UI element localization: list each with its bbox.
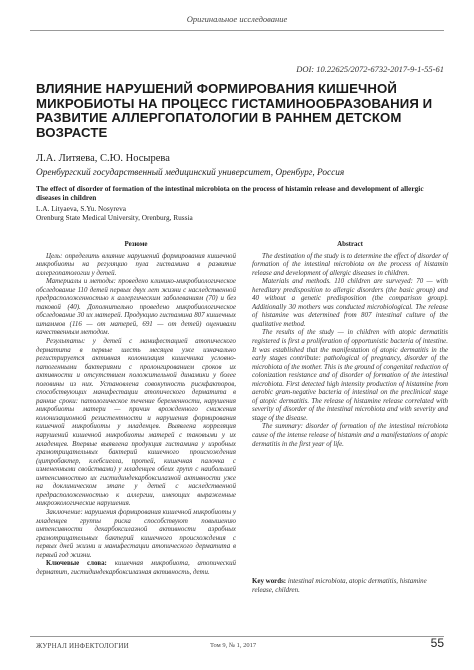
- article-title-en: The effect of disorder of formation of the intestinal microbiota on the process of histamin release and development of allergic diseases in children: [36, 184, 424, 203]
- keywords-ru: [36, 559, 236, 576]
- affiliation-en: Orenburg State Medical University, Orenburg, Russia: [36, 213, 193, 222]
- abstract-en-heading: Abstract: [337, 240, 363, 248]
- authors-ru: Л.А. Литяева, С.Ю. Носырева: [36, 153, 170, 164]
- abstract-en-paragraph: The destination of the study is to determine the effect of disorder of formation of the intestinal microbiota on the process of histamin release and development of allergic diseases in children.: [252, 251, 448, 277]
- abstract-en-paragraph: The results of the study — in children with atopic dermatitis registered is first a proliferation of opportunistic bacteria of intestine. It was established that the manifestation of atopic dermatitis in the early stages contribute: pathological of pregnancy, disorder of the microbiota of the mother. This is the ground of congenital reduction of colonization resistance and of disorder of formation of the intestinal microbiota. First detected high intensity production of histamine from aerobic gram-negative bacteria of intestinal on the preclinical stage of atopic dermatitis. The release of histamine release correlated with severity of disorder of the intestinal microbiota and with severity and stage of the disease.: [252, 328, 448, 422]
- abstract-ru-heading: Резюме: [124, 240, 148, 248]
- abstract-ru-paragraph: Заключение: нарушения формирования кишечной микробиоты у младенцев группы риска способствуют повышению интенсивности декарбоксилазной активности аэробных грамотрицательных бактерий кишечного происхождения с первых дней жизни и манифестации атопического дерматита в первый год жизни.: [36, 507, 236, 559]
- abstract-en: [252, 240, 448, 448]
- doi-link[interactable]: DOI: 10.22625/2072-6732-2017-9-1-55-61: [296, 64, 444, 74]
- keywords-en: [252, 577, 448, 594]
- abstract-ru: [36, 240, 236, 576]
- abstract-en-paragraph: Materials and methods. 110 children are surveyed: 70 — with hereditary predisposition to allergic disorders (the basic group) and 40 without a genetic predisposition (the comparison group). Additionally 30 mothers was conducted microbiological. The release of histamine was determined from 807 intestinal culture of the qualitative method.: [252, 277, 448, 328]
- keywords-en-text: intestinal microbiota, atopic dermatitis, histamine release, children.: [252, 577, 427, 594]
- header-divider: [30, 30, 444, 31]
- footer-divider: [30, 636, 444, 637]
- keywords-en-label: Key words:: [252, 577, 287, 585]
- abstract-ru-paragraph: Материалы и методы: проведено клинико-микробиологическое обследование 110 детей первых двух лет жизни с наследственной предрасположенностью к аллергическим заболеваниям (70) и без таковой (40). Дополнительно проведено микробиологическое обследование 30 их матерей. Продукцию гистамина 807 кишечных штаммов (116 — от матерей, 691 — от детей) оценивали качественным методом.: [36, 277, 236, 337]
- abstract-ru-paragraph: Результаты: у детей с манифестацией атопического дерматита в первые шесть месяцев уже изначально регистрируется активная колонизация кишечника условно-патогенными бактериями с пролонгированием сроков их активности и отсутствием положительной динамики у более половины из них. Установлена совокупность рискфакторов, способствующих манифестации атопического дерматита в ранние сроки: патологическое течение беременности, нарушения микробиоты матери — причин врожденного снижения колонизационной резистентности и нарушения формирования кишечной микробиоты у младенцев. Выявлена корреляция нарушений кишечной микробиоты матерей с таковыми у их младенцев. Впервые выявлена продукция гистамина у изробных грамотрицательных бактерий кишечного происхождения (цитробактер, клебсиелла, протей, кишечная палочка с измененными свойствами) у младенцев обеих групп с наибольшей интенсивностью их гистидиндекарбоксилазной активности уже на доклиническом этапе у детей с наследственной предрасположенностью к аллергии, имеющих выраженные микроэкологические нарушения.: [36, 337, 236, 508]
- footer-volume: Том 9, № 1, 2017: [210, 642, 257, 649]
- keywords-ru-label: Ключевые слова:: [46, 559, 107, 568]
- abstract-en-paragraph: The summary: disorder of formation of the intestinal microbiota cause of the intense release of histamin and a manifestations of atopic dermatitis in the first year of life.: [252, 422, 448, 448]
- affiliation-ru: Оренбургский государственный медицинский университет, Оренбург, Россия: [36, 168, 345, 178]
- page-number: 55: [430, 636, 444, 650]
- footer-journal-name: ЖУРНАЛ ИНФЕКТОЛОГИИ: [36, 642, 129, 650]
- authors-en: L.A. Lityaeva, S.Yu. Nosyreva: [36, 204, 126, 213]
- keywords-ru-text: кишечная микробиота, атопический дерматит, гистидиндекарбоксилазная активность, дети.: [36, 559, 237, 576]
- section-label: Оригинальное исследование: [186, 14, 288, 24]
- article-title-ru: ВЛИЯНИЕ НАРУШЕНИЙ ФОРМИРОВАНИЯ КИШЕЧНОЙ МИКРОБИОТЫ НА ПРОЦЕСС ГИСТАМИНООБРАЗОВАНИЯ И РАЗВИТИЕ АЛЛЕРГОПАТОЛОГИИ В РАННЕМ ДЕТСКОМ ВОЗРАСТЕ: [36, 81, 433, 140]
- abstract-ru-paragraph: Цель: определить влияние нарушений формирования кишечной микробиоты на регуляцию пула гистамина в развитие аллергопатологии у детей.: [36, 251, 236, 277]
